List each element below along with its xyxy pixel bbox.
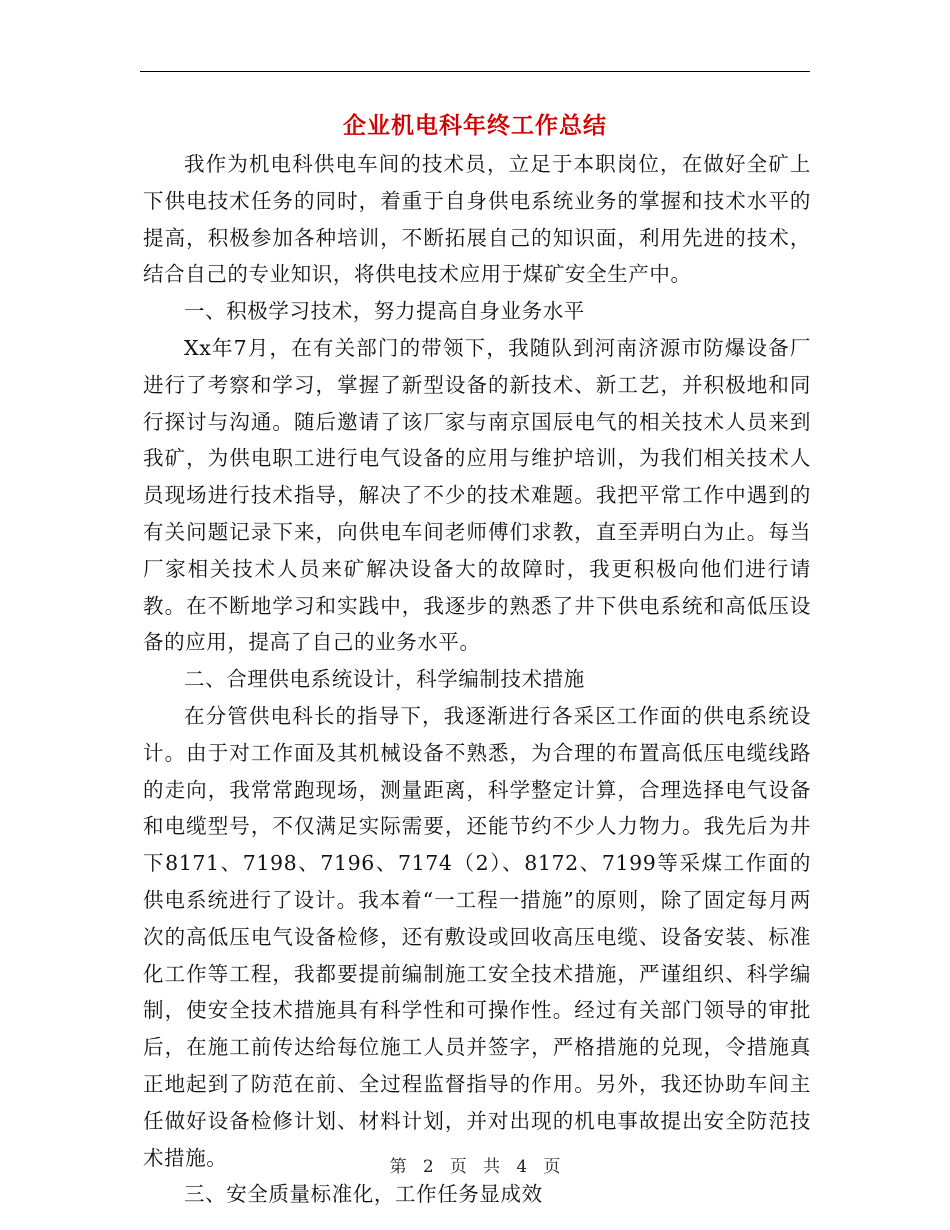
footer-label-total-unit: 页 xyxy=(543,1157,561,1177)
section-heading-1: 一、积极学习技术，努力提高自身业务水平 xyxy=(184,299,585,324)
footer-label-page-unit: 页 xyxy=(449,1157,467,1177)
section-heading-3: 三、安全质量标准化，工作任务显成效 xyxy=(184,1182,543,1207)
footer-label-page: 第 xyxy=(389,1157,407,1177)
document-body xyxy=(143,146,811,1213)
footer-current-page: 2 xyxy=(422,1157,434,1177)
footer-label-total: 共 xyxy=(483,1157,501,1177)
page-footer xyxy=(0,1152,950,1177)
document-title: 企业机电科年终工作总结 xyxy=(343,112,607,139)
section-heading-2: 二、合理供电系统设计，科学编制技术措施 xyxy=(184,667,585,692)
paragraph-intro: 我作为机电科供电车间的技术员，立足于本职岗位，在做好全矿上下供电技术任务的同时，着重于自身供电系统业务的掌握和技术水平的提高，积极参加各种培训，不断拓展自己的知识面，利用先进的技术，结合自己的专业知识，将供电技术应用于煤矿安全生产中。 xyxy=(143,152,811,287)
footer-total-pages: 4 xyxy=(516,1157,528,1177)
header-rule xyxy=(140,71,810,72)
paragraph-section-1: Xx年7月，在有关部门的带领下，我随队到河南济源市防爆设备厂进行了考察和学习，掌握了新型设备的新技术、新工艺，并积极地和同行探讨与沟通。随后邀请了该厂家与南京国辰电气的相关技术人员来到我矿，为供电职工进行电气设备的应用与维护培训，为我们相关技术人员现场进行技术指导，解决了不少的技术难题。我把平常工作中遇到的有关问题记录下来，向供电车间老师傅们求教，直至弄明白为止。每当厂家相关技术人员来矿解决设备大的故障时，我更积极向他们进行请教。在不断地学习和实践中，我逐步的熟悉了井下供电系统和高低压设备的应用，提高了自己的业务水平。 xyxy=(143,335,811,655)
paragraph-section-2: 在分管供电科长的指导下，我逐渐进行各采区工作面的供电系统设计。由于对工作面及其机械设备不熟悉，为合理的布置高低压电缆线路的走向，我常常跑现场，测量距离，科学整定计算，合理选择电气设备和电缆型号，不仅满足实际需要，还能节约不少人力物力。我先后为井下8171、7198、7196、7174（2）、8172、7199等采煤工作面的供电系统进行了设计。我本着“一工程一措施”的原则，除了固定每月两次的高低压电气设备检修，还有敷设或回收高压电缆、设备安装、标准化工作等工程，我都要提前编制施工安全技术措施，严谨组织、科学编制，使安全技术措施具有科学性和可操作性。经过有关部门领导的审批后，在施工前传达给每位施工人员并签字，严格措施的兑现，令措施真正地起到了防范在前、全过程监督指导的作用。另外，我还协助车间主任做好设备检修计划、材料计划，并对出现的机电事故提出安全防范技术措施。 xyxy=(143,703,811,1170)
